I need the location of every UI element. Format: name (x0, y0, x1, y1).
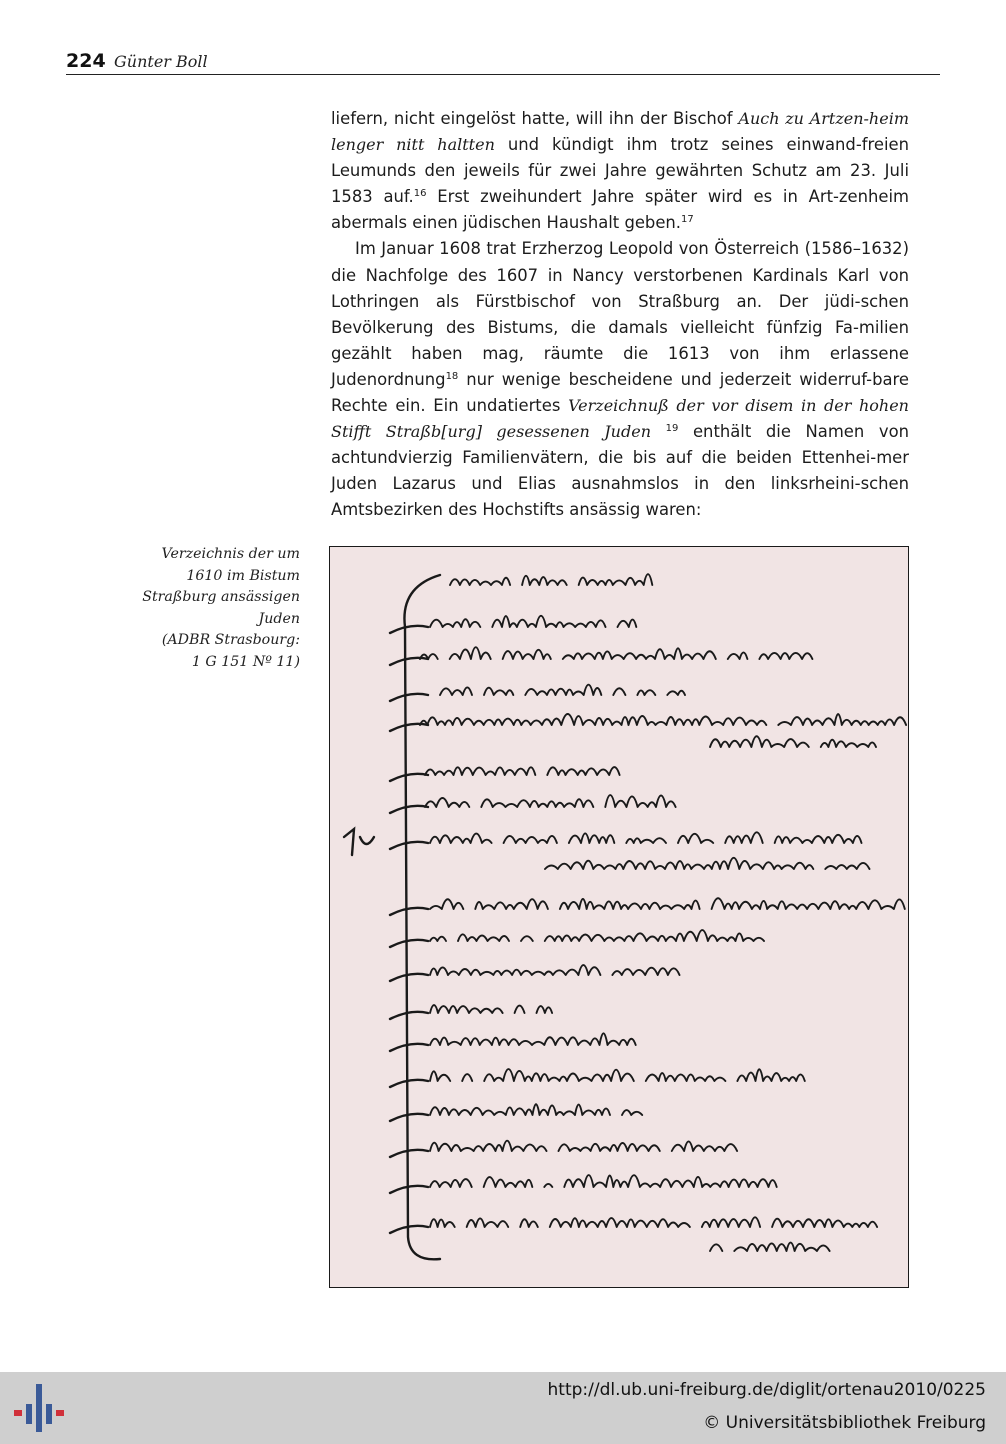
handwriting-line (430, 832, 861, 843)
handwriting-line (430, 1175, 777, 1187)
bracket-hook (390, 940, 428, 947)
paragraph-1: liefern, nicht eingelöst hatte, will ihn der Bischof Auch zu Artzen-heim lenger nitt haltten und kündigt ihm trotz seines einwand-freien Leumunds den jeweils für zwei Jahre gewährten Schutz am 23. Juli 1583 auf.$^{16}$ Erst zweihundert Jahre später wird es in Art-zenheim abermals einen jüdischen Haushalt geben.$^{17}$ (331, 109, 909, 233)
handwriting-line (430, 616, 636, 627)
quote-verzeichnuss: Verzeichnuß der vor disem in der hohen Stifft Straßb[urg] gesessenen Juden (331, 396, 909, 442)
copyright-notice: © Universitätsbibliothek Freiburg (703, 1413, 986, 1433)
handwriting-line (430, 930, 764, 941)
handwritten-list-illustration (330, 547, 908, 1287)
footnote-ref-19[interactable]: 19 (665, 423, 679, 435)
caption-line: 1610 im Bistum (186, 567, 300, 584)
handwriting-line (710, 736, 876, 747)
handwriting-line (440, 685, 685, 695)
caption-line: Verzeichnis der um (161, 546, 300, 562)
bracket-hook (390, 626, 428, 633)
running-head-author: Günter Boll (114, 52, 208, 71)
handwriting-line (430, 1104, 642, 1115)
ub-freiburg-logo-icon (14, 1382, 64, 1434)
handwriting-line (425, 795, 676, 807)
caption-line: Straßburg ansässigen (142, 589, 300, 606)
quote-artzenheim: Auch zu Artzen-heim lenger nitt haltten (331, 109, 909, 155)
page-header (66, 48, 940, 75)
caption-line: Juden (258, 610, 300, 627)
handwriting-line (545, 858, 870, 869)
source-url-link[interactable]: http://dl.ub.uni-freiburg.de/diglit/ortenau2010/0225 (547, 1380, 986, 1400)
bracket-hook (390, 1044, 428, 1051)
handwriting-line (430, 1033, 636, 1045)
bracket-hook (390, 658, 428, 665)
bracket-hook (390, 1186, 428, 1193)
handwriting-line (420, 647, 812, 659)
footnote-ref-18[interactable]: 18 (445, 370, 459, 382)
manuscript-image (329, 546, 909, 1288)
bracket-hook (390, 774, 428, 781)
footnote-ref-17[interactable]: 17 (681, 214, 694, 226)
figure-caption (100, 544, 300, 674)
body-text (331, 106, 909, 524)
handwriting-line (430, 1141, 737, 1151)
bracket-hook (390, 806, 428, 813)
handwriting-line (420, 714, 906, 725)
paragraph-2: Im Januar 1608 trat Erzherzog Leopold von Österreich (1586–1632) die Nachfolge des 1607 in Nancy verstorbenen Kardinals Karl von Lothringen als Fürstbischof von Straßburg an. Der jüdi-schen Bevölkerung des Bistums, die damals vielleicht fünfzig Fa-milien gezählt haben mag, räumte die 1613 von ihm erlassene Judenordnung$^{18}$ nur wenige bescheidene und jederzeit widerruf-bare Rechte ein. Ein undatiertes Verzeichnuß der vor disem in der hohen Stifft Straßb[urg] gesessenen Juden $^{19}$ enthält die Namen von achtundvierzig Familienvätern, die bis auf die beiden Ettenhei-mer Juden Lazarus und Elias ausnahmslos in den linksrheini-schen Amtsbezirken des Hochstifts ansässig waren: (331, 239, 909, 520)
bracket-hook (390, 724, 428, 731)
caption-line: 1 G 151 Nº 11) (191, 653, 300, 670)
caption-line: (ADBR Strasbourg: (161, 632, 300, 649)
bracket-hook (390, 974, 428, 981)
bracket-hook (390, 842, 428, 849)
bracket-hook (390, 1012, 428, 1019)
bracket-hook (390, 694, 428, 701)
list-bracket (404, 575, 440, 1259)
bracket-hook (390, 1080, 428, 1087)
bracket-hook (390, 1150, 428, 1157)
handwriting-line (430, 1005, 552, 1013)
handwriting-line (450, 574, 652, 585)
handwriting-line (710, 1243, 830, 1251)
footer-bar (0, 1372, 1006, 1444)
page-number: 224 (66, 50, 106, 72)
handwriting-line (430, 898, 905, 909)
bracket-hook (390, 908, 428, 915)
handwriting-line (430, 1217, 877, 1227)
handwriting-line (430, 965, 680, 975)
handwriting-line (430, 1069, 805, 1081)
footnote-ref-16[interactable]: 16 (413, 188, 427, 200)
handwriting-line (425, 767, 620, 775)
margin-note (344, 829, 374, 855)
bracket-hook (390, 1114, 428, 1121)
